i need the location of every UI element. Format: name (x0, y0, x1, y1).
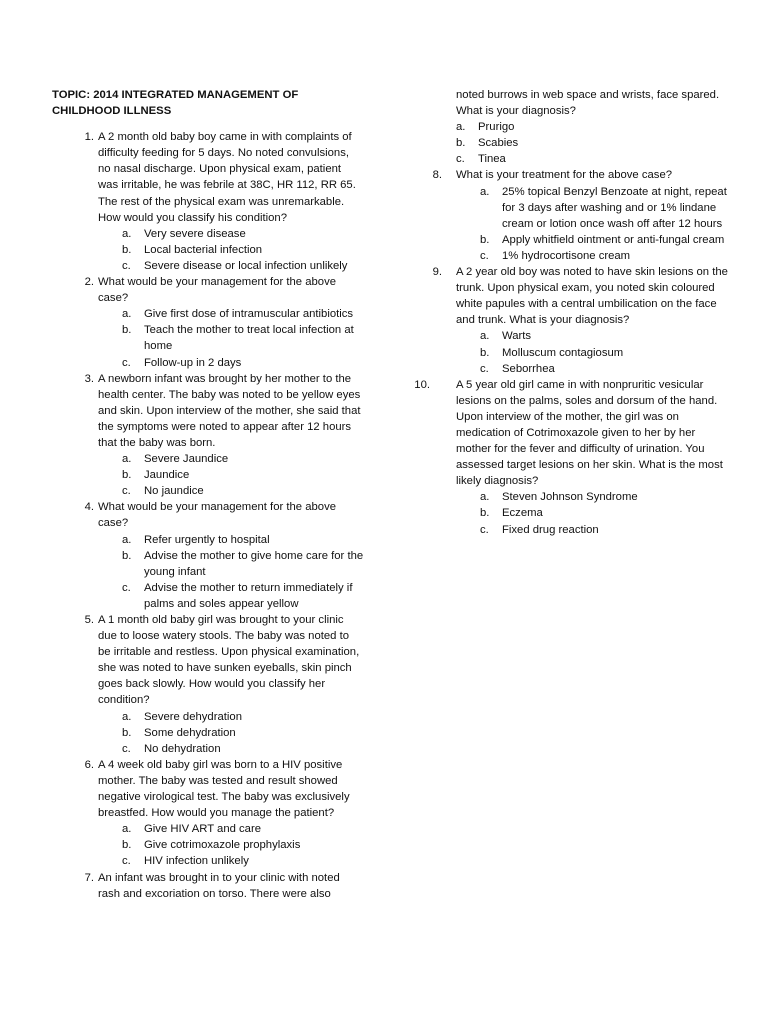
question-7-continued (432, 87, 728, 167)
option-label: a. (122, 823, 132, 836)
option (456, 522, 728, 538)
question-7 (52, 870, 364, 902)
question-text: What would be your management for the above case? (98, 276, 337, 305)
option-text: Follow-up in 2 days (144, 356, 242, 369)
option-label: b. (480, 507, 490, 520)
option-label: c. (122, 855, 131, 868)
question-text: What would be your management for the above case? (98, 501, 337, 530)
option-label: c. (480, 249, 489, 262)
option (432, 135, 728, 151)
option-label: c. (122, 259, 131, 272)
option-text: HIV infection unlikely (144, 855, 249, 868)
question-number: 9. (432, 266, 442, 279)
option-label: b. (480, 233, 490, 246)
option-label: a. (456, 121, 466, 134)
option (456, 361, 728, 377)
question-6 (52, 757, 364, 870)
option-text: Give HIV ART and care (144, 823, 262, 836)
option-text: Tinea (478, 153, 506, 166)
question-text: What is your treatment for the above case? (456, 169, 673, 182)
question-text: An infant was brought in to your clinic with noted rash and excoriation on torso. There were also (98, 871, 340, 900)
option (98, 853, 364, 869)
question-10 (414, 377, 728, 538)
option (98, 741, 364, 757)
question-3 (52, 371, 364, 500)
option-label: c. (122, 485, 131, 498)
option (432, 151, 728, 167)
option-text: Teach the mother to treat local infection at home (144, 324, 354, 353)
option (98, 709, 364, 725)
option (98, 306, 364, 322)
question-number: 10. (414, 378, 430, 391)
option-label: a. (480, 330, 490, 343)
option-text: Very severe disease (144, 227, 246, 240)
option-text: Eczema (502, 507, 543, 520)
option-label: a. (122, 710, 132, 723)
question-text: A 2 year old boy was noted to have skin lesions on the trunk. Upon physical exam, you noted skin coloured white papules with a central umbilication on the face and trunk. What is your diagnosis? (456, 266, 728, 327)
option-label: a. (122, 453, 132, 466)
option-text: Severe dehydration (144, 710, 242, 723)
option-label: b. (122, 549, 132, 562)
question-1 (52, 129, 364, 274)
option-label: c. (456, 153, 465, 166)
question-text: A 5 year old girl came in with nonpruritic vesicular lesions on the palms, soles and dorsum of the hand. Upon interview of the mother, the girl was on medication of Cotrimoxazole given to her by her mother for the fever and difficulty of urination. You assessed target lesions on her skin. What is the most likely diagnosis? (456, 378, 723, 488)
question-number: 4. (84, 501, 94, 514)
option-text: Severe Jaundice (144, 453, 229, 466)
option-text: 25% topical Benzyl Benzoate at night, repeat for 3 days after washing and or 1% lindane cream or lotion once wash off after 12 hours (502, 185, 727, 230)
option (98, 483, 364, 499)
option (98, 548, 364, 580)
option (98, 242, 364, 258)
document-title: TOPIC: 2014 INTEGRATED MANAGEMENT OF CHILDHOOD ILLNESS (52, 89, 299, 118)
option-label: c. (480, 362, 489, 375)
option-label: b. (122, 839, 132, 852)
question-text: A 4 week old baby girl was born to a HIV positive mother. The baby was tested and result showed negative virological test. The baby was exclusively breastfed. How would you manage the patient? (98, 758, 350, 820)
option-text: Warts (502, 330, 532, 343)
option-text: Scabies (478, 137, 519, 150)
option (456, 328, 728, 344)
left-column (52, 87, 364, 902)
option-label: b. (122, 726, 132, 739)
option-label: a. (480, 185, 490, 198)
option-text: Seborrhea (502, 362, 555, 375)
question-4 (52, 499, 364, 612)
option-label: c. (122, 356, 131, 369)
right-column (414, 87, 728, 538)
question-text: A newborn infant was brought by her mother to the health center. The baby was noted to be yellow eyes and skin. Upon interview of the mother, she said that the symptoms were noted to appear after 12 hours that the baby was born. (98, 372, 361, 449)
question-number: 2. (84, 276, 94, 289)
question-number: 6. (84, 758, 94, 771)
option (98, 226, 364, 242)
option-text: 1% hydrocortisone cream (502, 249, 631, 262)
option (456, 505, 728, 521)
option-text: Fixed drug reaction (502, 523, 599, 536)
option-text: No jaundice (144, 485, 204, 498)
question-number: 3. (84, 372, 94, 385)
question-number: 8. (432, 169, 442, 182)
option-label: b. (122, 469, 132, 482)
option (98, 821, 364, 837)
option-text: Refer urgently to hospital (144, 533, 270, 546)
option (432, 119, 728, 135)
option-text: Jaundice (144, 469, 190, 482)
question-8 (432, 167, 728, 264)
option (98, 532, 364, 548)
option-label: a. (122, 533, 132, 546)
option-label: b. (122, 324, 132, 337)
option-label: a. (122, 227, 132, 240)
question-number: 5. (84, 614, 94, 626)
option (98, 258, 364, 274)
option-label: b. (480, 346, 490, 359)
question-number: 1. (84, 131, 94, 144)
option (456, 345, 728, 361)
option (98, 725, 364, 741)
option (98, 322, 364, 354)
option (98, 355, 364, 371)
option (98, 837, 364, 853)
option-label: b. (122, 243, 132, 256)
question-number: 7. (84, 871, 94, 884)
question-text: A 2 month old baby boy came in with complaints of difficulty feeding for 5 days. No noted convulsions, no nasal discharge. Upon physical exam, patient was irritable, he was febrile at 38C, HR 112, RR 65. The rest of the physical exam was unremarkable. How would you classify his condition? (98, 131, 356, 224)
question-9 (432, 264, 728, 377)
option-text: Advise the mother to return immediately if palms and soles appear yellow (144, 581, 353, 610)
option-label: c. (122, 581, 131, 594)
option-text: Apply whitfield ointment or anti-fungal cream (502, 233, 725, 246)
option (98, 451, 364, 467)
option (456, 489, 728, 505)
option-text: Give first dose of intramuscular antibiotics (144, 308, 354, 321)
question-text: A 1 month old baby girl was brought to your clinic due to loose watery stools. The baby was noted to be irritable and restless. Upon physical examination, she was noted to have sunken eyeballs, skin pinch goes back slowly. How would you classify her condition? (98, 614, 360, 707)
option-text: Some dehydration (144, 726, 236, 739)
option-label: a. (480, 491, 490, 504)
option-label: c. (122, 742, 131, 755)
option-label: c. (480, 523, 489, 536)
option-text: Give cotrimoxazole prophylaxis (144, 839, 301, 852)
option (98, 467, 364, 483)
option-text: Prurigo (478, 121, 515, 134)
option-text: Molluscum contagiosum (502, 346, 624, 359)
option (456, 232, 728, 248)
question-2 (52, 274, 364, 371)
option-text: No dehydration (144, 742, 221, 755)
option-text: Steven Johnson Syndrome (502, 491, 638, 504)
option-text: Local bacterial infection (144, 243, 263, 256)
question-text-continued: noted burrows in web space and wrists, face spared. What is your diagnosis? (456, 89, 720, 118)
option-label: b. (456, 137, 466, 150)
option (98, 580, 364, 612)
question-5 (52, 612, 364, 757)
option-label: a. (122, 308, 132, 321)
option-text: Advise the mother to give home care for the young infant (144, 549, 364, 578)
option-text: Severe disease or local infection unlikely (144, 259, 348, 272)
option (456, 248, 728, 264)
option (456, 184, 728, 232)
